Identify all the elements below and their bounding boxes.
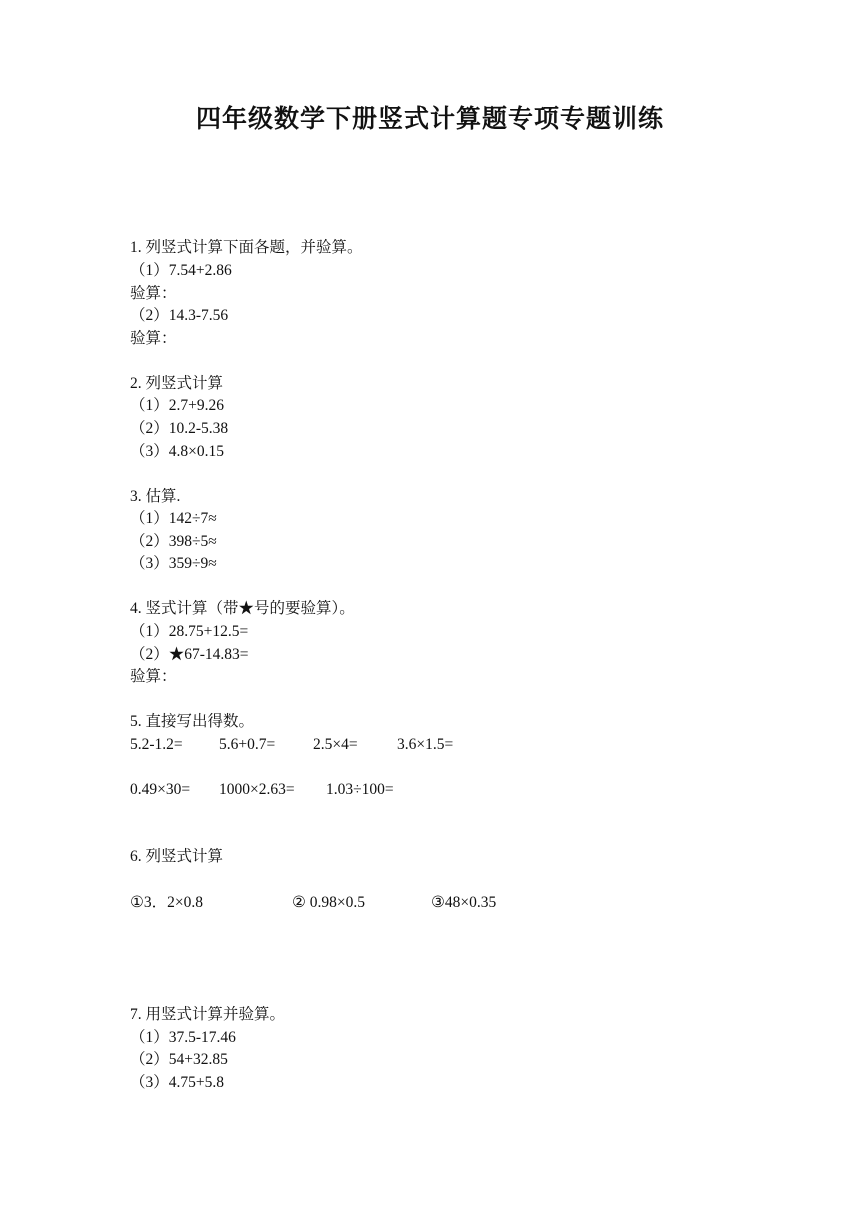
question-2-item-1: （1）2.7+9.26 <box>130 397 224 414</box>
question-4-item-2: （2）★67-14.83= <box>130 646 249 663</box>
question-6-heading: 6. 列竖式计算 <box>130 848 224 865</box>
question-4-check: 验算： <box>130 668 177 685</box>
question-5-row-2-item-3: 1.03÷100= <box>326 781 394 798</box>
question-7-item-1: （1）37.5-17.46 <box>130 1029 236 1046</box>
question-3-heading: 3. 估算. <box>130 488 181 505</box>
question-3-item-2: （2）398÷5≈ <box>130 533 217 550</box>
question-7-item-2: （2）54+32.85 <box>130 1051 228 1068</box>
question-5-row-1-item-1: 5.2-1.2= <box>130 736 183 753</box>
question-2-item-2: （2）10.2-5.38 <box>130 420 229 437</box>
question-5-row-1-item-4: 3.6×1.5= <box>397 736 454 753</box>
question-5-row-2-item-2: 1000×2.63= <box>219 781 295 798</box>
question-3-item-1: （1）142÷7≈ <box>130 510 217 527</box>
question-5-row-1-item-2: 5.6+0.7= <box>219 736 276 753</box>
question-6-item-1: ①3．2×0.8 <box>130 894 204 911</box>
question-1-item-2: （2）14.3-7.56 <box>130 307 229 324</box>
question-2-item-3: （3）4.8×0.15 <box>130 443 224 460</box>
question-3-item-3: （3）359÷9≈ <box>130 555 217 572</box>
question-4-heading: 4. 竖式计算（带★号的要验算）。 <box>130 600 355 617</box>
question-6-item-2: ② 0.98×0.5 <box>292 894 366 911</box>
question-2-heading: 2. 列竖式计算 <box>130 375 224 392</box>
page-title: 四年级数学下册竖式计算题专项专题训练 <box>195 106 664 133</box>
question-7-heading: 7. 用竖式计算并验算。 <box>130 1006 286 1023</box>
question-1-check-1: 验算： <box>130 285 177 302</box>
question-5-row-1-item-3: 2.5×4= <box>313 736 358 753</box>
question-1-item-1: （1）7.54+2.86 <box>130 262 232 279</box>
question-4-item-1: （1）28.75+12.5= <box>130 623 249 640</box>
question-1-heading: 1. 列竖式计算下面各题，并验算。 <box>130 239 363 256</box>
question-7-item-3: （3）4.75+5.8 <box>130 1074 224 1091</box>
question-6-item-3: ③48×0.35 <box>431 894 497 911</box>
question-5-row-2-item-1: 0.49×30= <box>130 781 191 798</box>
question-1-check-2: 验算： <box>130 330 177 347</box>
question-5-heading: 5. 直接写出得数。 <box>130 713 255 730</box>
